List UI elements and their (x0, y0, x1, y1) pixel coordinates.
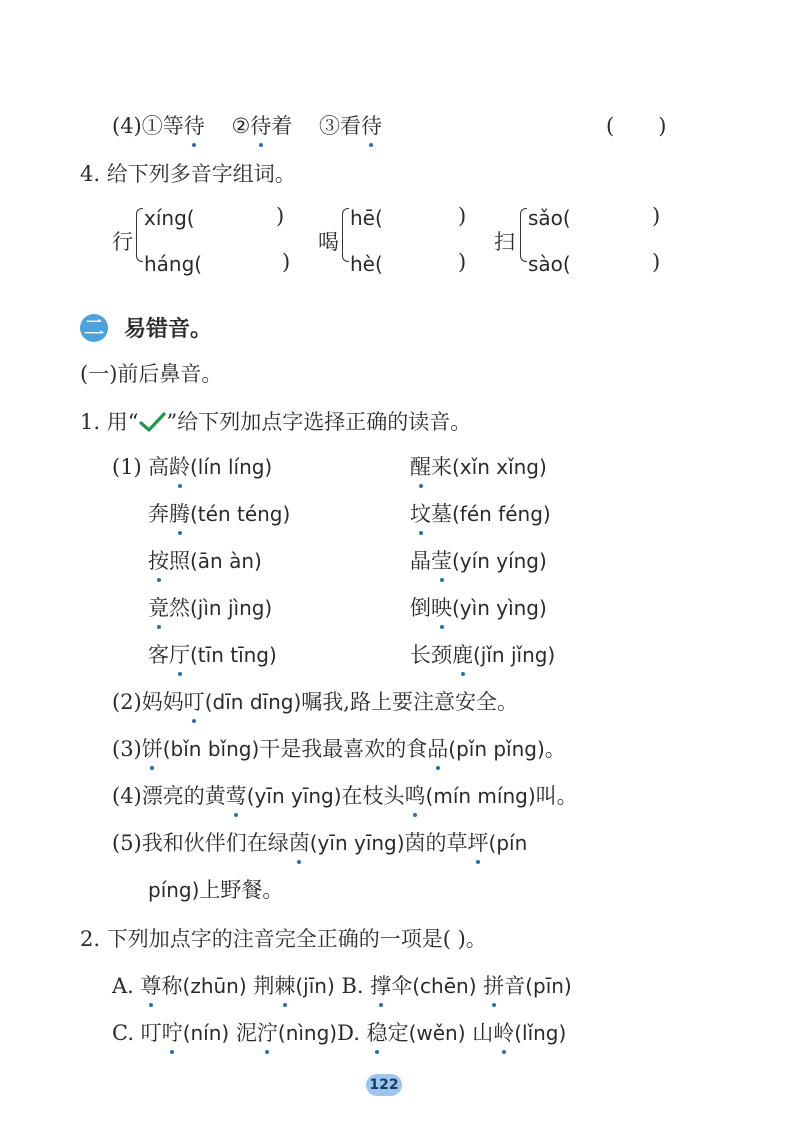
pinyin: (jīn) (295, 974, 335, 998)
question-3-4-line (112, 112, 382, 140)
choice-letter[interactable]: A. (112, 974, 134, 998)
dotted-char: 腾 (169, 502, 190, 526)
brace-icon (520, 208, 527, 262)
reading-label: hè( (350, 252, 383, 276)
answer-paren-left: ( (606, 114, 615, 138)
reading-field[interactable] (350, 250, 383, 278)
pinyin: (wěn) (408, 1021, 466, 1045)
dotted-char: 咛 (161, 1021, 183, 1045)
dotted-char: 岭 (493, 1021, 515, 1045)
reading-field[interactable] (350, 204, 383, 232)
choice-letter[interactable]: B. (341, 974, 364, 998)
dotted-char: 厅 (169, 643, 190, 667)
pinyin-options[interactable]: (yīn yīng) (246, 784, 342, 808)
pinyin-options[interactable]: (jìn jìng) (190, 596, 273, 620)
pinyin-options[interactable]: (pín (488, 831, 528, 855)
pinyin-options[interactable]: (jǐn jǐng) (473, 643, 556, 667)
pinyin: (nìng) (277, 1021, 338, 1045)
char: 奔 (148, 502, 169, 526)
char: 音 (504, 974, 526, 998)
reading-field[interactable] (144, 250, 202, 278)
choice-letter[interactable]: D. (337, 1021, 360, 1045)
question-4-title: 4. 给下列多音字组词。 (80, 162, 296, 186)
dotted-char: 映 (431, 596, 452, 620)
reading-label: hē( (350, 206, 383, 230)
char: 山 (472, 1021, 494, 1045)
section-title: 易错音。 (124, 317, 213, 342)
pinyin-options[interactable]: (tén téng) (190, 502, 291, 526)
question-text: 1. 用“ (80, 410, 139, 434)
checkmark-icon (138, 411, 166, 433)
char: 泥 (235, 1021, 257, 1045)
pinyin-options[interactable]: (dīn dīng) (204, 690, 302, 714)
char: 定 (387, 1021, 409, 1045)
pinyin-options[interactable]: (tīn tīng) (190, 643, 277, 667)
subsection-title: (一)前后鼻音。 (80, 362, 223, 386)
pinyin-options[interactable]: (mín míng) (425, 784, 536, 808)
option-2-char: 着 (271, 114, 293, 138)
sentence-item-3 (112, 735, 566, 763)
sentence-text: 叫。 (535, 784, 578, 808)
pinyin-options[interactable]: (yīn yīng) (309, 831, 405, 855)
word-item (148, 594, 272, 622)
char: 伞 (391, 974, 413, 998)
brace-icon (342, 208, 349, 262)
sentence-text: 上野餐。 (199, 878, 284, 902)
reading-label: háng( (144, 252, 203, 276)
option-2-number: ② (231, 114, 251, 138)
sentence-text: 干是我最喜欢的食 (259, 737, 428, 761)
dotted-char: 待 (360, 114, 382, 138)
sentence-item-5-cont (148, 876, 283, 904)
dotted-char: 叮 (183, 690, 205, 714)
dotted-char: 鹿 (452, 643, 473, 667)
pinyin-options[interactable]: (ān àn) (190, 549, 262, 573)
dotted-char: 莹 (431, 549, 452, 573)
reading-field[interactable] (528, 250, 571, 278)
paren-close: ) (652, 250, 661, 274)
word-item (410, 641, 555, 669)
answer-blank[interactable] (606, 112, 666, 140)
sentence-text: 嘱我,路上要注意安全。 (301, 690, 518, 714)
dotted-char: 龄 (169, 455, 190, 479)
dotted-char: 待 (183, 114, 205, 138)
pinyin: (lǐng) (514, 1021, 567, 1045)
sentence-item-2 (112, 688, 518, 716)
paren-close: ) (652, 204, 661, 228)
char: 长颈 (410, 643, 452, 667)
option-3-number: ③ (318, 114, 340, 138)
dotted-char: 拼 (483, 974, 505, 998)
sentence-item-5 (112, 829, 527, 857)
question-1-title (80, 408, 471, 436)
sentence-text: (3) (112, 737, 142, 761)
dotted-char: 坟 (410, 502, 431, 526)
paren-close: ) (458, 204, 467, 228)
dotted-char: 棘 (274, 974, 296, 998)
pinyin-options[interactable]: (bǐn bǐng) (162, 737, 260, 761)
dotted-char: 泞 (256, 1021, 278, 1045)
char: 客 (148, 643, 169, 667)
pinyin: (nín) (182, 1021, 230, 1045)
char: 叮 (140, 1021, 162, 1045)
word-item (410, 547, 547, 575)
pinyin-options[interactable]: (yìn yìng) (452, 596, 547, 620)
pinyin: (chēn) (412, 974, 477, 998)
sentence-text: 茵的草 (404, 831, 468, 855)
char: 高 (148, 455, 169, 479)
word-item (148, 641, 277, 669)
pinyin-options[interactable]: píng) (148, 878, 200, 902)
item-number: (1) (112, 455, 142, 479)
char: 称 (161, 974, 183, 998)
sentence-text: (2)妈妈 (112, 690, 184, 714)
dotted-char: 鸣 (404, 784, 426, 808)
option-3-char: 看 (339, 114, 361, 138)
char: 来 (431, 455, 452, 479)
item-number: (4) (112, 114, 142, 138)
paren-close: ) (458, 250, 467, 274)
word-item (148, 453, 272, 481)
dotted-char: 撑 (370, 974, 392, 998)
reading-label: xíng( (144, 206, 195, 230)
char: 晶 (410, 549, 431, 573)
sentence-text: (4)漂亮的黄 (112, 784, 226, 808)
choice-row-cd (112, 1019, 566, 1047)
pinyin-options[interactable]: (yín yíng) (452, 549, 547, 573)
polyphone-char: 行 (112, 230, 133, 254)
sentence-item-4 (112, 782, 578, 810)
dotted-char: 茵 (288, 831, 310, 855)
dotted-char: 饼 (141, 737, 163, 761)
sentence-text: (5)我和伙伴们在绿 (112, 831, 289, 855)
reading-field[interactable] (144, 204, 195, 232)
dotted-char: 莺 (225, 784, 247, 808)
page-number: 122 (366, 1074, 402, 1096)
dotted-char: 醒 (410, 455, 431, 479)
sentence-text: 在枝头 (341, 784, 405, 808)
pinyin: (zhūn) (182, 974, 247, 998)
question-2-title: 2. 下列加点字的注音完全正确的一项是( )。 (80, 927, 487, 951)
char: 照 (169, 549, 190, 573)
dotted-char: 坪 (467, 831, 489, 855)
char: 然 (169, 596, 190, 620)
option-1-char: 等 (162, 114, 184, 138)
word-item (148, 500, 290, 528)
word-item (410, 453, 547, 481)
choice-letter[interactable]: C. (112, 1021, 134, 1045)
pinyin: (pīn) (525, 974, 572, 998)
brace-icon (136, 208, 143, 262)
dotted-char: 待 (250, 114, 272, 138)
polyphone-char: 喝 (318, 230, 339, 254)
choice-row-ab (112, 972, 572, 1000)
question-text: ”给下列加点字选择正确的读音。 (166, 410, 472, 434)
word-item (410, 594, 547, 622)
word-item (410, 500, 551, 528)
pinyin-options[interactable]: (pǐn pǐng) (448, 737, 545, 761)
reading-label: sào( (528, 252, 571, 276)
dotted-char: 尊 (140, 974, 162, 998)
sentence-text: 。 (544, 737, 566, 761)
pinyin-options[interactable]: (xǐn xǐng) (452, 455, 547, 479)
word-item (148, 547, 262, 575)
char: 墓 (431, 502, 452, 526)
dotted-char: 竟 (148, 596, 169, 620)
dotted-char: 按 (148, 549, 169, 573)
answer-paren-right: ) (658, 114, 667, 138)
char: 倒 (410, 596, 431, 620)
option-1-number: ① (141, 114, 163, 138)
pinyin-options[interactable]: (lín líng) (190, 455, 273, 479)
reading-field[interactable] (528, 204, 571, 232)
paren-close: ) (282, 250, 291, 274)
polyphone-char: 扫 (494, 230, 515, 254)
dotted-char: 稳 (366, 1021, 388, 1045)
pinyin-options[interactable]: (fén féng) (452, 502, 551, 526)
char: 荆 (253, 974, 275, 998)
section-number-icon: 二 (80, 314, 108, 342)
reading-label: sǎo( (528, 206, 571, 230)
dotted-char: 品 (427, 737, 449, 761)
paren-close: ) (276, 204, 285, 228)
